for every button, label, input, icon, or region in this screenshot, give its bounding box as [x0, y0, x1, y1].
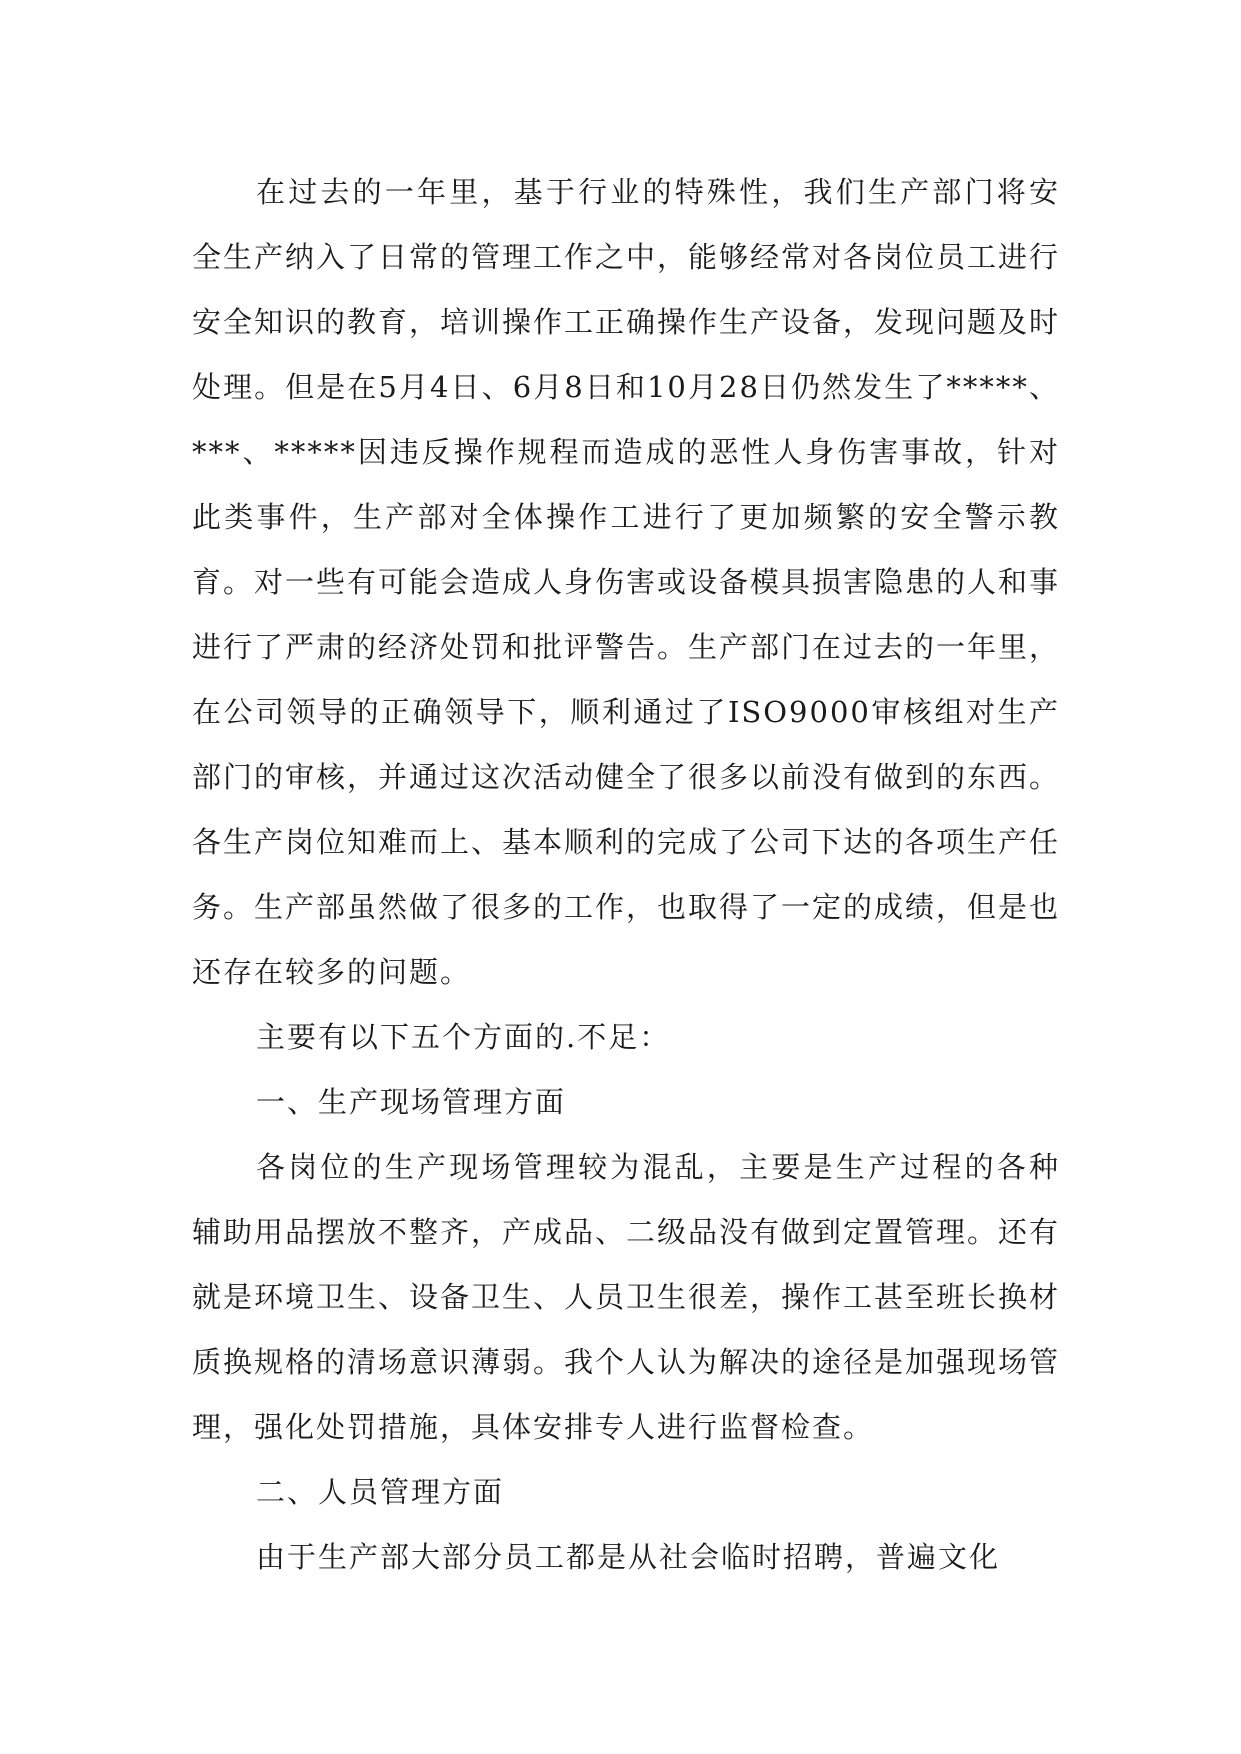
heading-site-management: 一、生产现场管理方面 — [256, 1085, 567, 1119]
document-body — [192, 160, 1060, 1590]
paragraph-shortcomings-intro: 主要有以下五个方面的.不足： — [256, 1020, 671, 1054]
paragraph-site-management: 各岗位的生产现场管理较为混乱，主要是生产过程的各种辅助用品摆放不整齐，产成品、二级品没有做到定置管理。还有就是环境卫生、设备卫生、人员卫生很差，操作工甚至班长换材质换规格的清场意识薄弱。我个人认为解决的途径是加强现场管理，强化处罚措施，具体安排专人进行监督检查。 — [192, 1150, 1061, 1444]
paragraph-personnel-management: 由于生产部大部分员工都是从社会临时招聘，普遍文化 — [256, 1540, 1001, 1574]
heading-personnel-management: 二、人员管理方面 — [256, 1475, 505, 1509]
paragraph-safety-summary: 在过去的一年里，基于行业的特殊性，我们生产部门将安全生产纳入了日常的管理工作之中，能够经常对各岗位员工进行安全知识的教育，培训操作工正确操作生产设备，发现问题及时处理。但是在5月4日、6月8日和10月28日仍然发生了*****、***、*****因违反操作规程而造成的恶性人身伤害事故，针对此类事件，生产部对全体操作工进行了更加频繁的安全警示教育。对一些有可能会造成人身伤害或设备模具损害隐患的人和事进行了严肃的经济处罚和批评警告。生产部门在过去的一年里，在公司领导的正确领导下，顺利通过了ISO9000审核组对生产部门的审核，并通过这次活动健全了很多以前没有做到的东西。各生产岗位知难而上、基本顺利的完成了公司下达的各项生产任务。生产部虽然做了很多的工作，也取得了一定的成绩，但是也还存在较多的问题。 — [192, 175, 1061, 989]
